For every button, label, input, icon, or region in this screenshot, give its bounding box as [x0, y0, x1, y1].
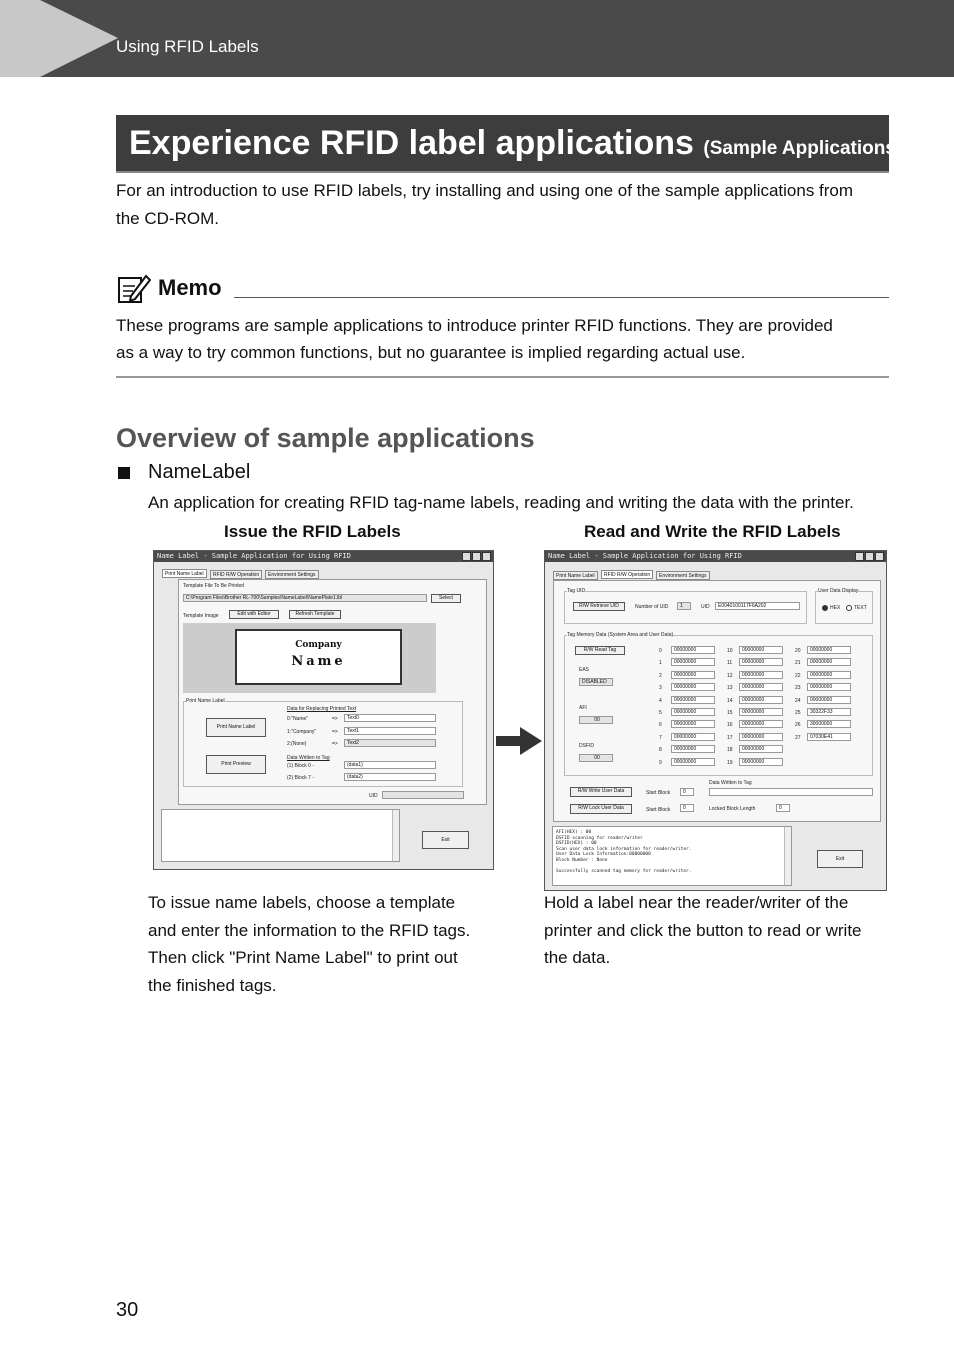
memory-block-number: 23	[795, 685, 801, 692]
select-button[interactable]: Select	[431, 594, 461, 603]
log-line: AFI(HEX) : 00	[556, 830, 592, 835]
page-number: 30	[116, 1299, 139, 1321]
memory-block-field[interactable]: 00000000	[807, 658, 851, 666]
memory-block-number: 10	[727, 648, 733, 654]
memo-divider	[234, 297, 889, 298]
memory-block-field[interactable]: 00000000	[739, 733, 783, 741]
data-written-label: Data Written to Tag	[709, 780, 752, 786]
template-preview	[183, 623, 436, 693]
memory-block-field[interactable]: 00000000	[671, 758, 715, 766]
afi-field: 00	[579, 716, 613, 724]
memory-block-number: 2	[659, 672, 662, 679]
template-image-label: Template Image	[183, 613, 219, 619]
memory-block-number: 20	[795, 648, 801, 654]
replace-value-field[interactable]: Text2	[344, 739, 436, 747]
nameplate-image	[235, 629, 402, 685]
uid-label: UID	[701, 604, 710, 610]
page-header	[0, 0, 954, 77]
user-data-display-label: User Data Display	[818, 588, 859, 594]
replace-arrow: =>	[332, 729, 338, 735]
log-scrollbar[interactable]	[392, 810, 399, 861]
memory-block-number: 26	[795, 722, 801, 729]
tab-rfid-rw[interactable]: RFID R/W Operation	[601, 570, 653, 579]
retrieve-uid-button[interactable]: R/W Retrieve UID	[573, 602, 625, 611]
memory-block-number: 22	[795, 672, 801, 679]
description-line: Then click "Print Name Label" to print out	[148, 948, 458, 967]
text-label: TEXT	[854, 605, 867, 611]
banner-subtitle: (Sample Applications)	[703, 138, 903, 159]
eas-label: EAS	[579, 667, 590, 673]
memory-block-number: 12	[727, 672, 733, 679]
tag-uid-group	[564, 588, 807, 624]
tag-memory-group	[564, 632, 873, 776]
maximize-icon[interactable]	[865, 552, 874, 561]
memory-block-number: 16	[727, 722, 733, 729]
user-data-display-group	[815, 588, 873, 624]
replace-value-field[interactable]: Text0	[344, 714, 436, 722]
replace-arrow: =>	[332, 741, 338, 747]
memory-block-field[interactable]: 00000000	[739, 646, 783, 654]
written-value-field[interactable]: (data1)	[344, 761, 436, 769]
tab-pane	[553, 580, 881, 822]
description-line: printer and click the button to read or write	[544, 920, 862, 940]
start-block-field[interactable]: 0	[680, 788, 694, 796]
left-caption: Issue the RFID Labels	[224, 522, 401, 541]
text-radio[interactable]	[846, 605, 852, 611]
replace-key: 2:(None)	[287, 741, 307, 747]
tab-environment[interactable]: Environment Settings	[656, 571, 710, 580]
eas-field: DISABLED	[579, 678, 613, 686]
memory-block-field[interactable]: 00000000	[807, 646, 851, 654]
exit-button[interactable]: Exit	[817, 850, 863, 868]
log-line: User Data Lock Information:00000000	[556, 852, 651, 858]
memory-block-field[interactable]: 00000000	[671, 708, 715, 716]
log-line: Block Number : None	[556, 858, 608, 863]
memory-block-field[interactable]: 00000000	[671, 696, 715, 704]
number-of-uid-field: 1	[677, 602, 691, 610]
banner-title	[129, 124, 902, 163]
uid-label: UID	[369, 793, 378, 799]
section-title: Using RFID Labels	[116, 37, 259, 56]
start-block-2-label: Start Block	[646, 807, 671, 813]
intro-line-1: For an introduction to use RFID labels, try installing and using one of the sample applications from	[116, 181, 854, 200]
locked-length-field[interactable]: 0	[776, 804, 790, 812]
memory-block-number: 11	[727, 660, 733, 667]
overview-description: An application for creating RFID tag-name labels, reading and writing the data with the printer.	[148, 493, 854, 512]
memory-block-field[interactable]: 00000000	[671, 720, 715, 728]
memory-block-field[interactable]: 00000000	[671, 671, 715, 679]
memory-block-number: 8	[659, 747, 662, 754]
write-user-data-button[interactable]: R/W Write User Data	[570, 787, 632, 797]
memory-block-number: 27	[795, 734, 801, 741]
log-line: Scan user data lock information for reader/writer.	[556, 846, 692, 852]
print-group-label: Print Name Label	[186, 698, 225, 704]
tag-uid-label: Tag UID	[567, 588, 586, 594]
description-line: the data.	[544, 948, 611, 967]
memory-block-field[interactable]: 00000000	[807, 696, 851, 704]
dsfid-field: 00	[579, 754, 613, 762]
memory-block-number: 4	[659, 697, 662, 704]
read-tag-button[interactable]: R/W Read Tag	[575, 646, 625, 655]
bullet-square-icon	[118, 467, 130, 479]
log-area[interactable]	[161, 809, 400, 862]
header-tab	[0, 0, 40, 77]
memory-block-field[interactable]: 00000000	[671, 658, 715, 666]
tag-memory-label: Tag Memory Data (System Area and User Data)	[567, 632, 674, 638]
log-area[interactable]	[552, 826, 792, 886]
memory-block-number: 24	[795, 697, 801, 704]
memory-block-number: 0	[659, 648, 662, 654]
uid-field	[382, 791, 464, 799]
issue-labels-screenshot	[153, 550, 494, 870]
memory-block-number: 14	[727, 697, 733, 704]
uid-dropdown[interactable]: E0040100117F6A202	[715, 602, 800, 610]
memory-block-field[interactable]: 00000000	[739, 758, 783, 766]
maximize-icon[interactable]	[472, 552, 481, 561]
log-scrollbar[interactable]	[784, 827, 791, 885]
memory-block-field[interactable]: 00000000	[671, 745, 715, 753]
hex-radio[interactable]	[822, 605, 828, 611]
memory-block-field[interactable]: 00000000	[739, 720, 783, 728]
tab-pane	[178, 579, 487, 805]
memo-pencil-icon	[117, 272, 151, 304]
memory-block-field[interactable]: 07030E41	[807, 733, 851, 741]
log-line: DSFID(HEX) : 00	[556, 841, 597, 847]
window-title: Name Label - Sample Application for Using RFID	[157, 552, 351, 560]
close-icon[interactable]	[482, 552, 491, 561]
memory-block-field[interactable]: 30322F33	[807, 708, 851, 716]
read-write-screenshot	[544, 550, 887, 891]
replace-header: Data for Replacing Printed Text	[287, 706, 357, 712]
intro-line-2: the CD-ROM.	[116, 209, 219, 228]
log-line: DSFID scanning for reader/writer	[556, 835, 643, 841]
memory-block-field[interactable]: 00000000	[739, 658, 783, 666]
replace-arrow: =>	[332, 716, 338, 722]
tab-print-name-label[interactable]: Print Name Label	[553, 571, 598, 580]
memo-label: Memo	[158, 275, 222, 300]
tab-print-name-label[interactable]: Print Name Label	[162, 569, 207, 578]
window-title: Name Label - Sample Application for Using RFID	[548, 552, 742, 560]
right-arrow-icon	[496, 727, 542, 755]
locked-length-label: Locked Block Length	[709, 806, 756, 812]
print-preview-button[interactable]: Print Preview	[206, 755, 266, 774]
exit-button[interactable]: Exit	[422, 831, 469, 849]
memo-line-1: These programs are sample applications to introduce printer RFID functions. They are provided	[116, 316, 833, 335]
number-of-uid-label: Number of UID	[635, 604, 669, 610]
hex-label: HEX	[830, 605, 841, 611]
namelabel-bullet: NameLabel	[148, 461, 251, 483]
memory-block-field[interactable]: 00000000	[671, 683, 715, 691]
memo-bottom-rule	[116, 376, 889, 378]
memory-block-field[interactable]: 00000000	[807, 671, 851, 679]
template-file-field[interactable]: C:\Program Files\Brother RL-700\Samples\NameLabel\NamePlate1.lbl	[183, 594, 427, 602]
minimize-icon[interactable]	[855, 552, 864, 561]
memory-block-field[interactable]: 30000000	[807, 720, 851, 728]
memory-block-number: 1	[659, 660, 662, 667]
memo-header	[116, 271, 889, 305]
print-name-label-group	[183, 698, 463, 787]
chapter-banner	[116, 115, 903, 173]
description-line: and enter the information to the RFID tags.	[148, 920, 471, 940]
data-written-field[interactable]	[709, 788, 873, 796]
edit-with-editor-button[interactable]: Edit with Editor	[229, 610, 279, 619]
window-titlebar	[154, 551, 493, 562]
memory-block-field[interactable]: 00000000	[807, 683, 851, 691]
memory-block-number: 19	[727, 759, 733, 766]
memory-block-field[interactable]: 00000000	[671, 646, 715, 654]
close-icon[interactable]	[875, 552, 884, 561]
window-titlebar	[545, 551, 886, 562]
log-line: Successfully scanned tag memory for reader/writer.	[556, 869, 692, 875]
description-line: To issue name labels, choose a template	[148, 893, 456, 912]
written-key: (2) Block 7 -	[287, 775, 314, 781]
memory-block-field[interactable]: 00000000	[739, 745, 783, 753]
written-header: Data Written to Tag	[287, 755, 330, 761]
overview-heading: Overview of sample applications	[116, 423, 535, 453]
memory-block-number: 21	[795, 660, 801, 667]
description-line: Hold a label near the reader/writer of the	[544, 893, 849, 912]
header-tab-arrow	[40, 0, 118, 77]
memory-block-number: 18	[727, 747, 733, 754]
memory-block-number: 5	[659, 710, 662, 716]
written-value-field[interactable]: (data2)	[344, 773, 436, 781]
memory-block-number: 6	[659, 722, 662, 729]
memory-block-number: 9	[659, 759, 662, 766]
written-key: (1) Block 0 -	[287, 763, 314, 769]
banner-main-title: Experience RFID label applications	[129, 124, 694, 162]
memory-block-field[interactable]: 00000000	[671, 733, 715, 741]
afi-label: AFI	[579, 705, 587, 711]
description-line: the finished tags.	[148, 975, 277, 995]
memory-block-field[interactable]: 00000000	[739, 671, 783, 679]
refresh-template-button[interactable]: Refresh Template	[289, 610, 341, 619]
memo-line-2: as a way to try common functions, but no guarantee is implied regarding actual use.	[116, 343, 746, 362]
tab-rfid-rw[interactable]: RFID R/W Operation	[210, 570, 262, 579]
plate-name: Name	[291, 654, 346, 669]
memory-block-number: 3	[659, 685, 662, 692]
print-name-label-button[interactable]: Print Name Label	[206, 718, 266, 737]
template-file-label: Template File To Be Printed	[183, 583, 245, 589]
start-block-label: Start Block	[646, 790, 671, 796]
memory-block-field[interactable]: 00000000	[739, 696, 783, 704]
replace-value-field[interactable]: Text1	[344, 727, 436, 735]
replace-key: 1:"Company"	[287, 729, 317, 735]
start-block-2-field[interactable]: 0	[680, 804, 694, 812]
replace-key: 0:"Name"	[287, 716, 309, 722]
memory-block-field[interactable]: 00000000	[739, 708, 783, 716]
memory-block-number: 13	[727, 685, 733, 692]
tab-environment[interactable]: Environment Settings	[265, 570, 319, 579]
memory-block-number: 15	[727, 710, 733, 716]
lock-user-data-button[interactable]: R/W Lock User Data	[570, 804, 632, 814]
plate-company: Company	[295, 640, 342, 650]
right-caption: Read and Write the RFID Labels	[584, 522, 841, 541]
minimize-icon[interactable]	[462, 552, 471, 561]
memory-block-number: 25	[795, 710, 801, 716]
memory-block-field[interactable]: 00000000	[739, 683, 783, 691]
memory-block-number: 7	[659, 734, 662, 741]
dsfid-label: DSFID	[579, 743, 594, 749]
memory-block-number: 17	[727, 734, 733, 741]
